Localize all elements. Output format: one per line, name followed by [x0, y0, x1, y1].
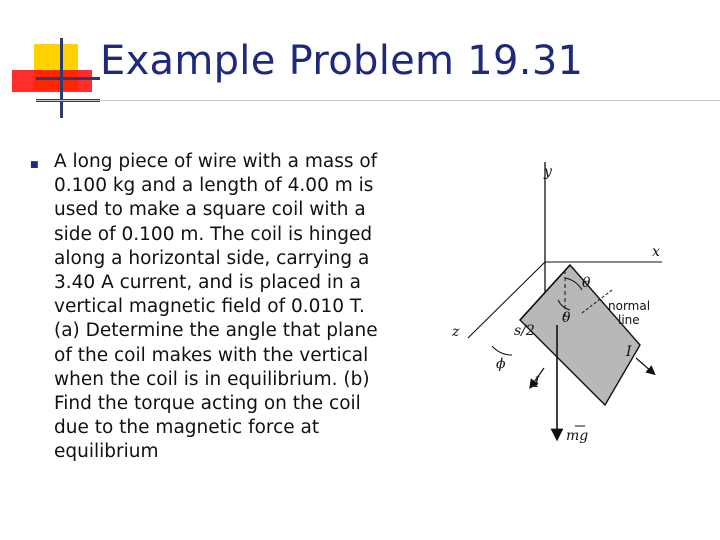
problem-text-line: equilibrium: [54, 441, 159, 463]
problem-text-line: due to the magnetic force at: [54, 417, 320, 439]
bullet-square-icon: ■: [30, 160, 39, 170]
label-x: x: [652, 244, 660, 260]
problem-text-line: A long piece of wire with a mass of: [54, 151, 378, 172]
label-normal: normal: [608, 299, 651, 313]
coil-diagram: [440, 150, 680, 450]
problem-text-line: 0.100 kg and a length of 4.00 m is: [54, 175, 374, 197]
problem-text-line: when the coil is in equilibrium. (b): [54, 368, 370, 390]
current-arrow-right: [636, 358, 652, 372]
label-theta-top: θ: [582, 275, 591, 291]
problem-text-line: along a horizontal side, carrying a: [54, 247, 370, 269]
problem-text-line: vertical magnetic field of 0.010 T.: [54, 296, 365, 318]
slide-title: Example Problem 19.31: [100, 38, 584, 84]
phi-arc: [492, 346, 512, 355]
label-line: line: [618, 313, 640, 327]
problem-text-line: Find the torque acting on the coil: [54, 393, 361, 415]
coil-diagram-svg: [440, 150, 680, 450]
problem-text-line: 3.40 A current, and is placed in a: [54, 272, 361, 294]
problem-text-line: used to make a square coil with a: [54, 199, 366, 221]
label-current-right: I: [626, 344, 632, 360]
label-s-over-2: s/2: [514, 323, 535, 339]
label-phi: ϕ: [496, 356, 506, 372]
label-y: y: [544, 164, 552, 180]
title-decoration-red-bar: [12, 70, 92, 92]
problem-text-line: (a) Determine the angle that plane: [54, 320, 378, 342]
title-decoration-horizontal-line: [36, 77, 100, 80]
title-underline-rule: [36, 100, 720, 101]
problem-text-line: of the coil makes with the vertical: [54, 344, 369, 366]
label-current-left: I: [534, 375, 540, 391]
problem-text-line: side of 0.100 m. The coil is hinged: [54, 223, 373, 245]
problem-text: [54, 150, 424, 465]
label-theta-inner: θ: [562, 310, 571, 326]
label-mg: mg: [566, 428, 589, 444]
label-z: z: [452, 324, 460, 340]
